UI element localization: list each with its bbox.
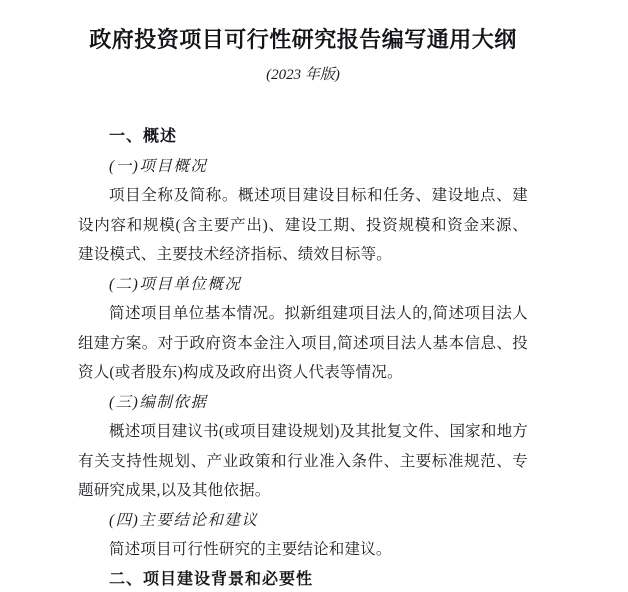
document-body xyxy=(78,122,528,592)
document-subtitle: (2023 年版) xyxy=(266,67,340,83)
paragraph: 简述项目可行性研究的主要结论和建议。 xyxy=(109,541,392,558)
paragraph: 简述项目单位基本情况。拟新组建项目法人的,简述项目法人组建方案。对于政府资本金注入项目,简述项目法人基本信息、投资人(或者股东)构成及政府出资人代表等情况。 xyxy=(78,305,528,381)
section-heading: 一、概述 xyxy=(109,128,178,145)
paragraph: 项目全称及简称。概述项目建设目标和任务、建设地点、建设内容和规模(含主要产出)、建设工期、投资规模和资金来源、建设模式、主要技术经济指标、绩效目标等。 xyxy=(78,187,528,263)
section-subheading: (四)主要结论和建议 xyxy=(109,511,259,529)
document-title: 政府投资项目可行性研究报告编写通用大纲 xyxy=(89,27,517,52)
section-subheading: (一)项目概况 xyxy=(109,157,208,175)
section-heading: 二、项目建设背景和必要性 xyxy=(109,570,314,588)
section-subheading: (三)编制依据 xyxy=(109,393,208,411)
section-subheading: (二)项目单位概况 xyxy=(109,275,242,293)
paragraph: 概述项目建议书(或项目建设规划)及其批复文件、国家和地方有关支持性规划、产业政策和行业准入条件、主要标准规范、专题研究成果,以及其他依据。 xyxy=(78,423,528,499)
